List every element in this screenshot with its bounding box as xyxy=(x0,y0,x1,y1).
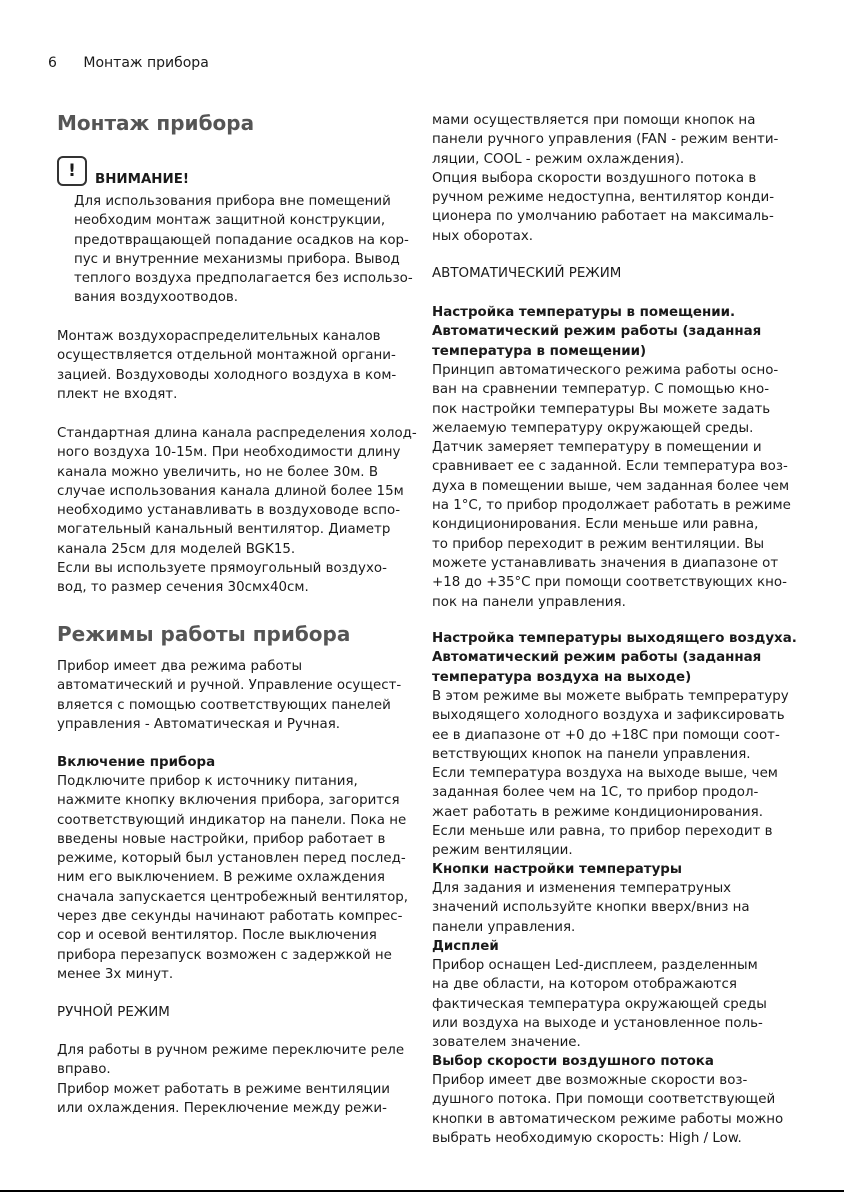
text-line: прибора перезапуск возможен с задержкой не xyxy=(57,947,392,963)
text-line: Если вы используете прямоугольный воздухо- xyxy=(57,561,387,577)
text-line: +18 до +35°С при помощи соответствующих кно- xyxy=(432,575,787,591)
text-line: или воздуха на выходе и установленное поль- xyxy=(432,1015,763,1031)
text-line: канала можно увеличить, но не более 30м. В xyxy=(57,464,379,480)
text-line: Прибор имеет две возможные скорости воз- xyxy=(432,1073,748,1088)
heading-outlet-temp xyxy=(432,629,797,687)
text-line: фактическая температура окружающей среды xyxy=(432,996,767,1012)
text-line: жает работать в режиме кондиционирования. xyxy=(432,804,763,820)
text-line: мами осуществляется при помощи кнопок на xyxy=(432,113,756,128)
text-line: зацией. Воздуховоды холодного воздуха в ком- xyxy=(57,367,397,383)
text-line: Для работы в ручном режиме переключите реле xyxy=(57,1043,405,1058)
exclamation-icon: ! xyxy=(57,156,87,186)
text-line: ционера по умолчанию работает на максималь- xyxy=(432,209,774,225)
text-line: Если температура воздуха на выходе выше, чем xyxy=(432,766,778,782)
text-line: через две секунды начинают работать компрес- xyxy=(57,909,403,925)
text-line: ее в диапазоне от +0 до +18С при помощи соот- xyxy=(432,727,780,743)
text-line: предотвращающей попадание осадков на кор- xyxy=(74,232,409,248)
text-line: плект не входят. xyxy=(57,386,178,402)
text-line: ляции, COOL - режим охлаждения). xyxy=(432,151,685,167)
paragraph-display xyxy=(432,956,767,1052)
text-line: режиме, который был установлен перед послед- xyxy=(57,851,406,867)
text-line: ных оборотах. xyxy=(432,228,534,244)
text-line: вправо. xyxy=(57,1062,111,1078)
text-line: теплого воздуха предполагается без использо- xyxy=(74,271,413,287)
page-header xyxy=(48,55,209,71)
text-line: температура воздуха на выходе) xyxy=(432,669,692,685)
text-line: ручном режиме недоступна, вентилятор конди- xyxy=(432,190,775,206)
text-line: Настройка температуры выходящего воздуха. xyxy=(432,631,797,646)
page-number: 6 xyxy=(48,55,57,71)
text-line: Для задания и изменения температруных xyxy=(432,881,732,896)
text-line: сор и осевой вентилятор. После выключения xyxy=(57,928,377,944)
text-line: менее 3х минут. xyxy=(57,966,174,982)
heading-temp-buttons: Кнопки настройки температуры xyxy=(432,862,682,877)
text-line: или охлаждения. Переключение между режи- xyxy=(57,1100,387,1116)
text-line: заданная более чем на 1С, то прибор продол- xyxy=(432,785,759,801)
text-line: Автоматический режим работы (заданная xyxy=(432,650,762,666)
text-line: желаемую температуру окружающей среды. xyxy=(432,420,754,436)
paragraph-manual-cont xyxy=(432,111,778,246)
text-line: нажмите кнопку включения прибора, загорится xyxy=(57,793,400,809)
text-line: соответствующий индикатор на панели. Пока не xyxy=(57,812,407,828)
text-line: вляется с помощью соответствующих панелей xyxy=(57,697,391,713)
running-title: Монтаж прибора xyxy=(83,55,209,71)
text-line: можете устанавливать значения в диапазоне от xyxy=(432,555,779,571)
text-line: сначала запускается центробежный вентилятор, xyxy=(57,889,409,905)
text-line: необходимо устанавливать в воздуховоде вспо- xyxy=(57,503,401,519)
text-line: вания воздухоотводов. xyxy=(74,290,239,306)
text-line: ван на сравнении температур. С помощью кно- xyxy=(432,382,770,398)
text-line: Для использования прибора вне помещений xyxy=(74,194,391,209)
paragraph-room-temp xyxy=(432,361,791,612)
paragraph-temp-buttons xyxy=(432,879,750,937)
text-line: духа в помещении выше, чем заданная более чем xyxy=(432,478,790,494)
text-line: Опция выбора скорости воздушного потока в xyxy=(432,170,757,186)
heading-manual-mode: РУЧНОЙ РЕЖИМ xyxy=(57,1005,170,1020)
paragraph-manual-mode xyxy=(57,1041,404,1118)
paragraph-airflow-speed xyxy=(432,1071,783,1148)
paragraph-power-on xyxy=(57,772,408,984)
text-line: В этом режиме вы можете выбрать темпрературу xyxy=(432,689,789,704)
heading-auto-mode: АВТОМАТИЧЕСКИЙ РЕЖИМ xyxy=(432,266,622,281)
paragraph-outlet-temp xyxy=(432,687,789,861)
text-line: канала 25см для моделей BGK15. xyxy=(57,541,296,557)
text-line: панели ручного управления (FAN - режим венти- xyxy=(432,132,779,148)
text-line: Прибор оснащен Led-дисплеем, разделенным xyxy=(432,958,758,973)
text-line: введены новые настройки, прибор работает в xyxy=(57,831,386,847)
text-line: пус и внутренние механизмы прибора. Вывод xyxy=(74,251,400,267)
paragraph-channel-length xyxy=(57,424,417,598)
text-line: панели управления. xyxy=(432,919,576,935)
text-line: Принцип автоматического режима работы осно- xyxy=(432,363,779,378)
text-line: пок на панели управления. xyxy=(432,594,626,610)
text-line: Монтаж воздухораспределительных каналов xyxy=(57,329,381,344)
text-line: осуществляется отдельной монтажной органи- xyxy=(57,348,396,364)
text-line: вод, то размер сечения 30смх40см. xyxy=(57,580,309,596)
text-line: Датчик замеряет температуру в помещении и xyxy=(432,440,762,456)
text-line: температура в помещении) xyxy=(432,343,647,359)
text-line: режим вентиляции. xyxy=(432,843,573,859)
text-line: ним его выключением. В режиме охлаждения xyxy=(57,870,385,886)
text-line: выбрать необходимую скорость: High / Low. xyxy=(432,1130,742,1146)
text-line: то прибор переходит в режим вентиляции. Вы xyxy=(432,536,765,552)
warning-title: ВНИМАНИЕ! xyxy=(95,172,189,187)
text-line: зователем значение. xyxy=(432,1035,581,1051)
text-line: управления - Автоматическая и Ручная. xyxy=(57,716,341,732)
text-line: кнопки в автоматическом режиме работы можно xyxy=(432,1111,784,1127)
text-line: кондиционирования. Если меньше или равна, xyxy=(432,517,759,533)
text-line: душного потока. При помощи соответствующей xyxy=(432,1092,776,1108)
text-line: ного воздуха 10-15м. При необходимости длину xyxy=(57,445,401,461)
text-line: случае использования канала длиной более 15м xyxy=(57,483,404,499)
text-line: значений используйте кнопки вверх/вниз на xyxy=(432,900,750,916)
text-line: на две области, на котором отображаются xyxy=(432,977,737,993)
warning-text xyxy=(57,192,413,308)
heading-room-temp xyxy=(432,303,761,361)
heading-power-on: Включение прибора xyxy=(57,755,216,770)
section-title-modes: Режимы работы прибора xyxy=(57,622,351,646)
heading-airflow-speed: Выбор скорости воздушного потока xyxy=(432,1054,714,1069)
text-line: Автоматический режим работы (заданная xyxy=(432,324,762,340)
text-line: Подключите прибор к источнику питания, xyxy=(57,774,358,789)
section-title-installation: Монтаж прибора xyxy=(57,111,255,135)
paragraph-ducts xyxy=(57,327,396,404)
text-line: автоматический и ручной. Управление осущест- xyxy=(57,678,402,694)
text-line: на 1°С, то прибор продолжает работать в режиме xyxy=(432,498,791,514)
text-line: выходящего холодного воздуха и зафиксировать xyxy=(432,708,785,724)
text-line: Стандартная длина канала распределения холод- xyxy=(57,426,417,441)
heading-display: Дисплей xyxy=(432,939,499,954)
text-line: сравнивает ее с заданной. Если температура воз- xyxy=(432,459,788,475)
text-line: ветствующих кнопок на панели управления. xyxy=(432,746,751,762)
text-line: могательный канальный вентилятор. Диаметр xyxy=(57,522,391,538)
text-line: необходим монтаж защитной конструкции, xyxy=(74,213,386,229)
text-line: пок настройки температуры Вы можете задать xyxy=(432,401,771,417)
text-line: Прибор может работать в режиме вентиляции xyxy=(57,1081,391,1097)
paragraph-modes xyxy=(57,657,401,734)
text-line: Если меньше или равна, то прибор переходит в xyxy=(432,824,773,840)
text-line: Настройка температуры в помещении. xyxy=(432,305,736,320)
text-line: Прибор имеет два режима работы xyxy=(57,659,303,674)
